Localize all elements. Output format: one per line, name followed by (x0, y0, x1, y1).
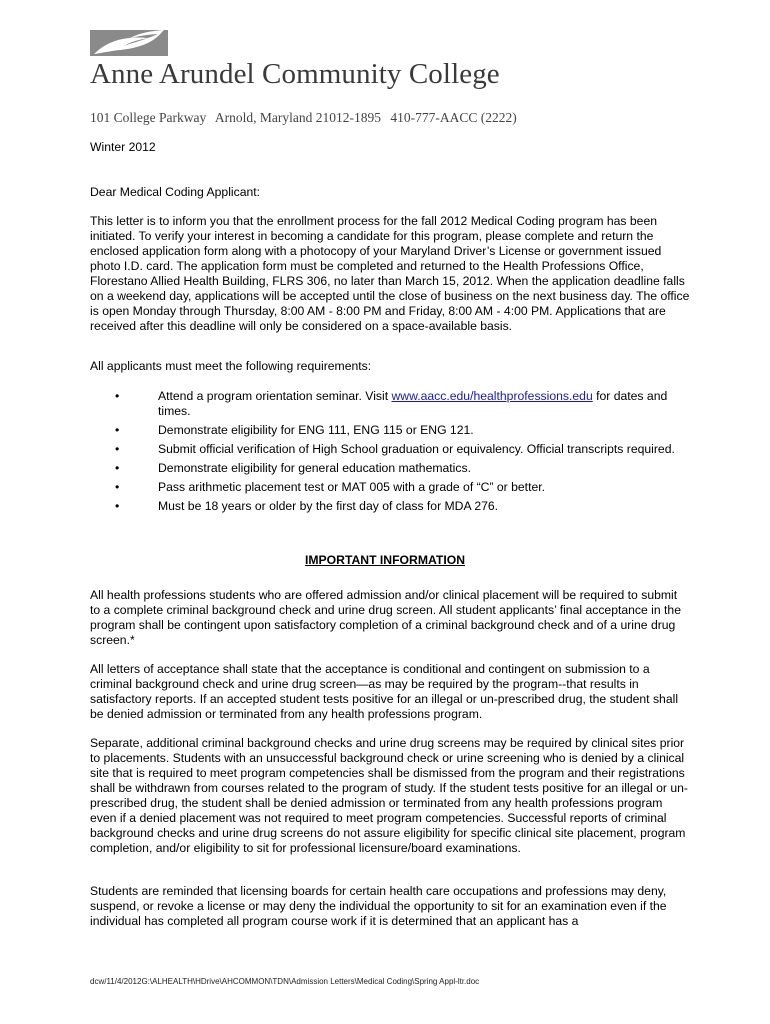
list-item (90, 389, 690, 419)
healthprofessions-link[interactable]: www.aacc.edu/healthprofessions.edu (391, 389, 593, 403)
list-item (90, 480, 690, 495)
bullet: • (115, 423, 120, 437)
list-item (90, 461, 690, 476)
letter-date: Winter 2012 (90, 140, 156, 154)
salutation: Dear Medical Coding Applicant: (90, 185, 261, 199)
bullet: • (115, 499, 120, 513)
college-logo-icon (90, 28, 170, 58)
address-phone: 410-777-AACC (2222) (390, 110, 517, 125)
list-item (90, 442, 690, 457)
paragraph-background-check: All health professions students who are offered admission and/or clinical placement will be required to submit to a complete criminal background check and urine drug screen. All student applicants’ final acceptance in the program shall be contingent upon satisfactory completion of a criminal background check and of a urine drug screen.* (90, 588, 681, 647)
requirements-intro: All applicants must meet the following requirements: (90, 359, 372, 373)
requirement-text: Attend a program orientation seminar. Visit (158, 389, 392, 403)
paragraph-acceptance: All letters of acceptance shall state that the acceptance is conditional and contingent on submission to a criminal background check and urine drug screen—as may be required by the program--that results in satisfactory reports. If an accepted student tests positive for an illegal or un-prescribed drug, the student shall be denied admission or terminated from any health professions program. (90, 662, 679, 721)
list-item (90, 499, 690, 514)
requirement-text: Submit official verification of High School graduation or equivalency. Official transcripts required. (158, 442, 675, 456)
bullet: • (115, 480, 120, 494)
important-heading: IMPORTANT INFORMATION (305, 553, 465, 567)
college-name: Anne Arundel Community College (90, 58, 500, 90)
requirement-text: Demonstrate eligibility for general education mathematics. (158, 461, 471, 475)
college-address (90, 110, 523, 126)
paragraph-clinical-sites: Separate, additional criminal background checks and urine drug screens may be required by clinical sites prior to placements. Students with an unsuccessful background check or urine screening who is denied by a clinical site that is required to meet program competencies shall be dismissed from the program and their registrations shall be withdrawn from courses related to the program of study. If the student tests positive for an illegal or un-prescribed drug, the student shall be denied admission or terminated from any health professions program even if a denied placement was not required to meet program competencies. Successful reports of criminal background checks and urine drug screens do not assure eligibility for specific clinical site placement, program completion, and/or eligibility to sit for professional licensure/board examinations. (90, 736, 688, 855)
paragraph-licensing: Students are reminded that licensing boards for certain health care occupations and professions may deny, suspend, or revoke a license or may deny the individual the opportunity to sit for an examination even if the individual has completed all program course work if it is determined that an applicant has a (90, 884, 667, 928)
requirement-text: Pass arithmetic placement test or MAT 005 with a grade of “C” or better. (158, 480, 546, 494)
list-item (90, 423, 690, 438)
requirement-text: for dates and times. (158, 389, 668, 418)
bullet: • (115, 461, 120, 475)
requirement-text: Must be 18 years or older by the first day of class for MDA 276. (158, 499, 499, 513)
bullet: • (115, 389, 120, 403)
address-city: Arnold, Maryland 21012-1895 (214, 110, 381, 125)
paragraph-enrollment: This letter is to inform you that the enrollment process for the fall 2012 Medical Coding program has been initiated. To verify your interest in becoming a candidate for this program, please complete and return the enclosed application form along with a photocopy of your Maryland Driver’s License or government issued photo I.D. card. The application form must be completed and returned to the Health Professions Office, Florestano Allied Health Building, FLRS 306, no later than March 15, 2012. When the application deadline falls on a weekend day, applications will be accepted until the close of business on the next business day. The office is open Monday through Thursday, 8:00 AM - 8:00 PM and Friday, 8:00 AM - 4:00 PM. Applications that are received after this deadline will only be considered on a space-available basis. (90, 214, 690, 333)
requirements-list (90, 389, 690, 518)
requirement-text: Demonstrate eligibility for ENG 111, ENG 115 or ENG 121. (158, 423, 474, 437)
footer-file-path: dcw/11/4/2012G:\ALHEALTH\HDrive\AHCOMMON\TDN\Admission Letters\Medical Coding\Spring Appl-ltr.doc (90, 977, 480, 986)
address-street: 101 College Parkway (90, 110, 207, 125)
bullet: • (115, 442, 120, 456)
